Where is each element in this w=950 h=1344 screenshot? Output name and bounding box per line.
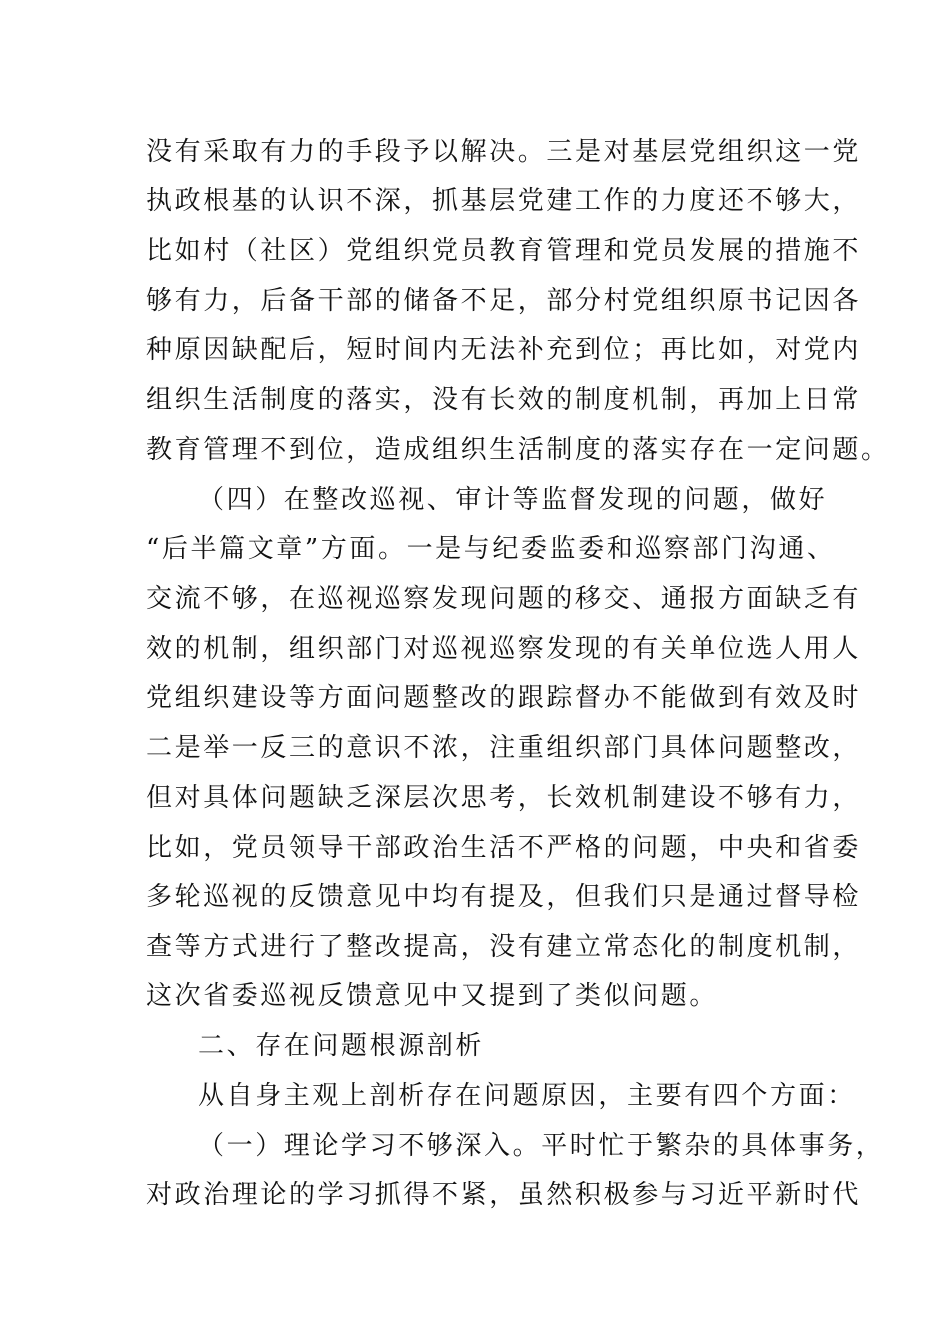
text-line-17: 查等方式进行了整改提高，没有建立常态化的制度机制， [146, 932, 862, 962]
text-line-7: 教育管理不到位，造成组织生活制度的落实存在一定问题。 [146, 435, 890, 465]
text-line-14: 但对具体问题缺乏深层次思考，长效机制建设不够有力， [146, 783, 862, 813]
text-line-10: 交流不够，在巡视巡察发现问题的移交、通报方面缺乏有 [146, 584, 862, 614]
text-line-9: “后半篇文章”方面。一是与纪委监委和巡察部门沟通、 [146, 534, 836, 564]
text-line-6: 组织生活制度的落实，没有长效的制度机制，再加上日常 [146, 385, 862, 415]
text-line-3: 比如村（社区）党组织党员教育管理和党员发展的措施不 [146, 236, 862, 266]
text-line-22: 对政治理论的学习抓得不紧，虽然积极参与习近平新时代 [146, 1180, 862, 1210]
section-heading-four: （四）在整改巡视、审计等监督发现的问题，做好 [198, 485, 828, 515]
text-line-16: 多轮巡视的反馈意见中均有提及，但我们只是通过督导检 [146, 882, 862, 912]
text-line-15: 比如，党员领导干部政治生活不严格的问题，中央和省委 [146, 833, 862, 863]
section-heading-two: 二、存在问题根源剖析 [198, 1031, 485, 1061]
text-line-11: 效的机制，组织部门对巡视巡察发现的有关单位选人用人 [146, 634, 862, 664]
text-line-18: 这次省委巡视反馈意见中又提到了类似问题。 [146, 981, 719, 1011]
subsection-heading-one: （一）理论学习不够深入。平时忙于繁杂的具体事务， [198, 1131, 885, 1161]
text-line-5: 种原因缺配后，短时间内无法补充到位；再比如，对党内 [146, 335, 862, 365]
text-line-13: 二是举一反三的意识不浓，注重组织部门具体问题整改， [146, 733, 862, 763]
text-line-2: 执政根基的认识不深，抓基层党建工作的力度还不够大， [146, 186, 862, 216]
text-line-20: 从自身主观上剖析存在问题原因，主要有四个方面： [198, 1081, 856, 1111]
text-line-12: 党组织建设等方面问题整改的跟踪督办不能做到有效及时 [146, 683, 862, 713]
text-line-1: 没有采取有力的手段予以解决。三是对基层党组织这一党 [146, 137, 862, 167]
text-line-4: 够有力，后备干部的储备不足，部分村党组织原书记因各 [146, 286, 862, 316]
